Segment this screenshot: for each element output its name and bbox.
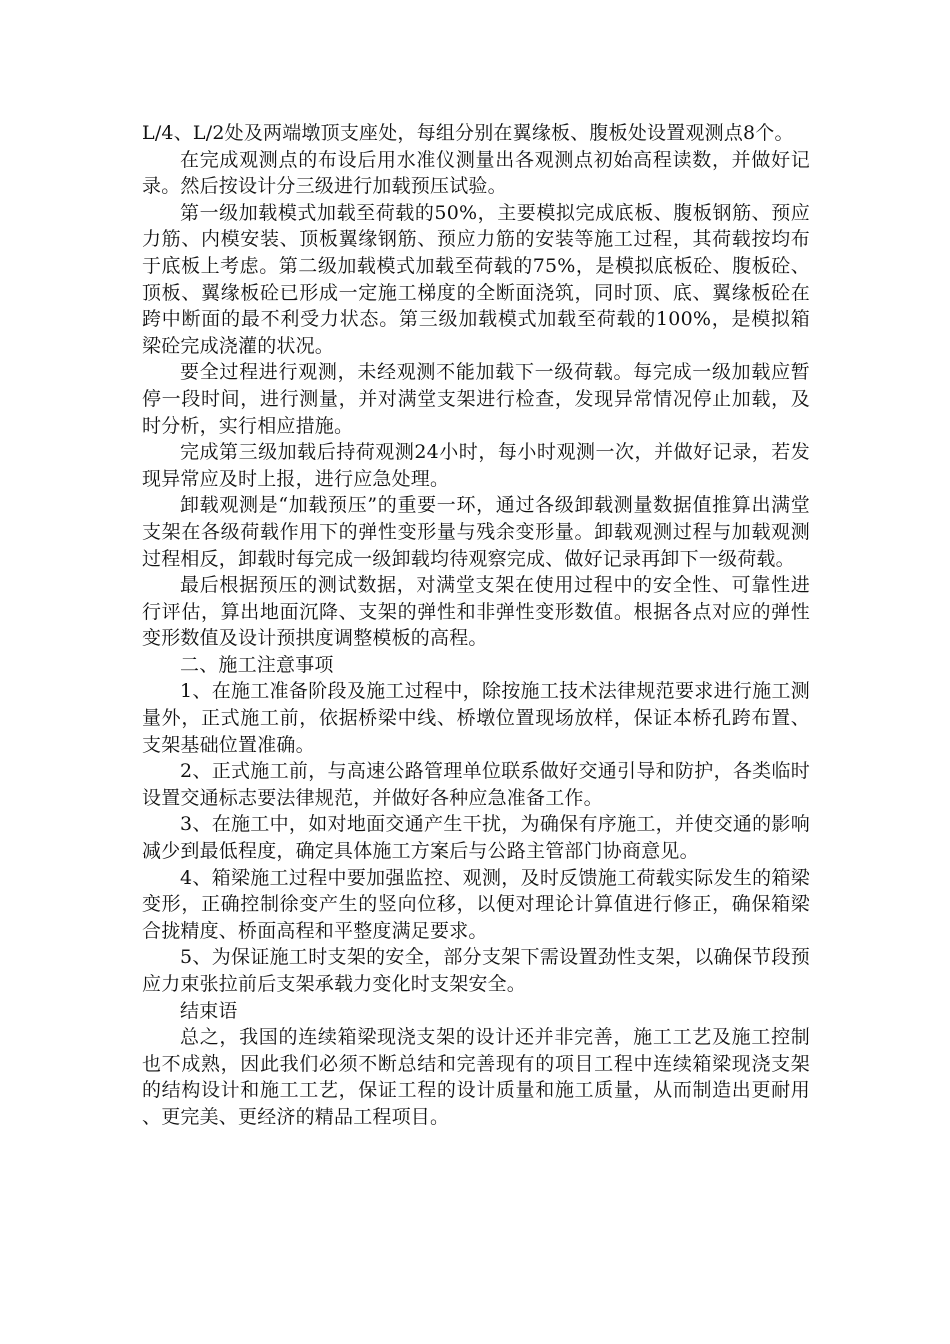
document-body — [142, 120, 810, 1131]
paragraph-precaution-4: 4、箱梁施工过程中要加强监控、观测，及时反馈施工荷载实际发生的箱梁变形，正确控制徐变产生的竖向位移，以便对理论计算值进行修正，确保箱梁合拢精度、桥面高程和平整度满足要求。 — [142, 866, 810, 942]
paragraph-conclusion: 总之，我国的连续箱梁现浇支架的设计还并非完善，施工工艺及施工控制也不成熟，因此我们必须不断总结和完善现有的项目工程中连续箱梁现浇支架的结构设计和施工工艺，保证工程的设计质量和施工质量，从而制造出更耐用、更完美、更经济的精品工程项目。 — [142, 1026, 810, 1128]
paragraph-observation-points: L/4、L/2处及两端墩顶支座处，每组分别在翼缘板、腹板处设置观测点8个。 — [142, 122, 794, 144]
paragraph-precaution-5: 5、为保证施工时支架的安全，部分支架下需设置劲性支架，以确保节段预应力束张拉前后支架承载力变化时支架安全。 — [142, 946, 810, 995]
section-heading-conclusion: 结束语 — [180, 999, 238, 1022]
paragraph-initial-readings: 在完成观测点的布设后用水准仪测量出各观测点初始高程读数，并做好记录。然后按设计分三级进行加载预压试验。 — [142, 148, 810, 198]
paragraph-unloading-observation: 卸载观测是“加载预压”的重要一环，通过各级卸载测量数据值推算出满堂支架在各级荷载作用下的弹性变形量与残余变形量。卸载观测过程与加载观测过程相反，卸载时每完成一级卸载均待观察完成、做好记录再卸下一级荷载。 — [142, 494, 810, 570]
paragraph-precaution-1: 1、在施工准备阶段及施工过程中，除按施工技术法律规范要求进行施工测量外，正式施工前，依据桥梁中线、桥墩位置现场放样，保证本桥孔跨布置、支架基础位置准确。 — [142, 680, 810, 756]
paragraph-hold-observation: 完成第三级加载后持荷观测24小时，每小时观测一次，并做好记录，若发现异常应及时上报，进行应急处理。 — [142, 441, 810, 490]
section-heading-precautions: 二、施工注意事项 — [180, 653, 334, 676]
paragraph-full-process-observation: 要全过程进行观测，未经观测不能加载下一级荷载。每完成一级加载应暂停一段时间，进行测量，并对满堂支架进行检查，发现异常情况停止加载，及时分析，实行相应措施。 — [142, 361, 810, 437]
paragraph-precaution-2: 2、正式施工前，与高速公路管理单位联系做好交通引导和防护，各类临时设置交通标志要法律规范，并做好各种应急准备工作。 — [142, 760, 810, 809]
paragraph-evaluation: 最后根据预压的测试数据，对满堂支架在使用过程中的安全性、可靠性进行评估，算出地面沉降、支架的弹性和非弹性变形数值。根据各点对应的弹性变形数值及设计预拱度调整模板的高程。 — [142, 574, 810, 650]
paragraph-precaution-3: 3、在施工中，如对地面交通产生干扰，为确保有序施工，并使交通的影响减少到最低程度，确定具体施工方案后与公路主管部门协商意见。 — [142, 813, 810, 863]
paragraph-loading-stages: 第一级加载模式加载至荷载的50%，主要模拟完成底板、腹板钢筋、预应力筋、内模安装、顶板翼缘钢筋、预应力筋的安装等施工过程，其荷载按均布于底板上考虑。第二级加载模式加载至荷载的75%，是模拟底板砼、腹板砼、顶板、翼缘板砼已形成一定施工梯度的全断面浇筑，同时顶、底、翼缘板砼在跨中断面的最不利受力状态。第三级加载模式加载至荷载的100%，是模拟箱梁砼完成浇灌的状况。 — [142, 201, 810, 357]
